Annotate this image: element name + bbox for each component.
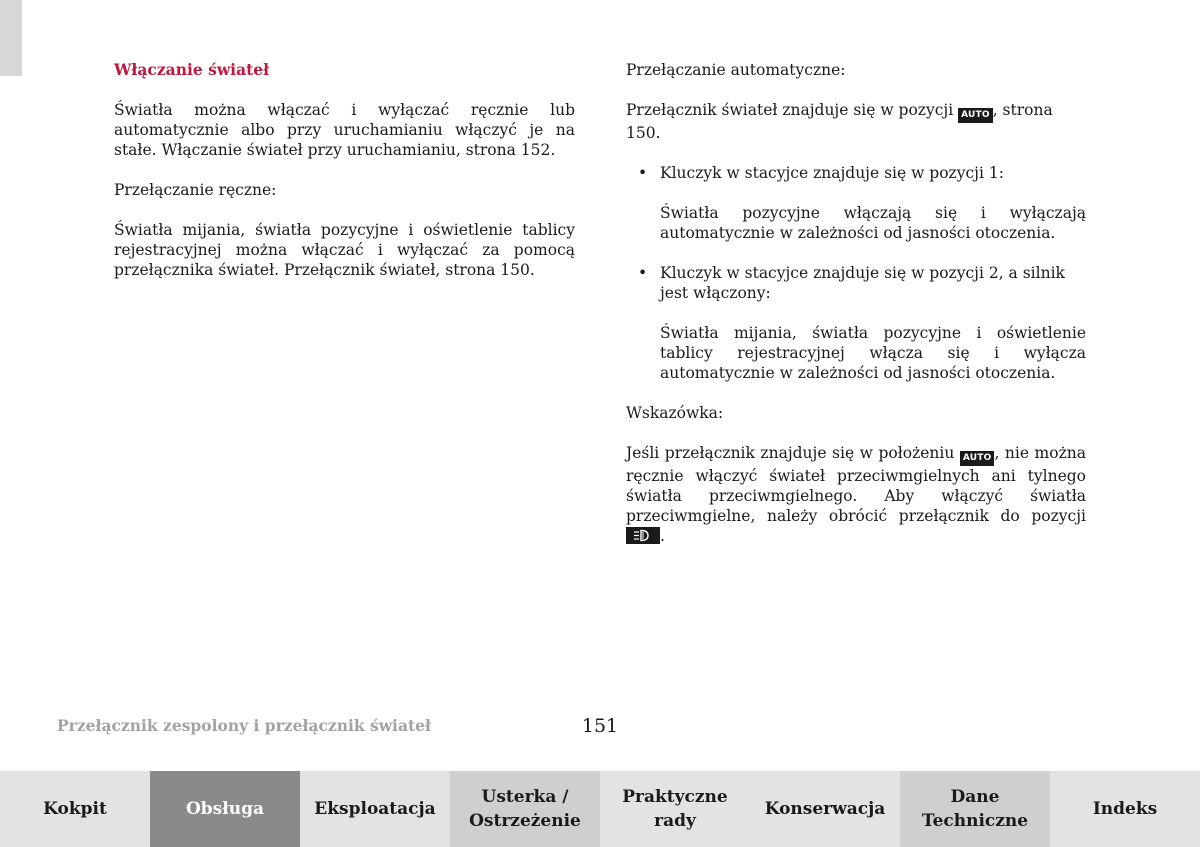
- bullet-icon: •: [638, 264, 648, 282]
- tab-usterka-ostrzezenie[interactable]: Usterka / Ostrzeżenie: [450, 771, 600, 847]
- bullet-text: Kluczyk w stacyjce znajduje się w pozycji 1:: [660, 164, 1004, 182]
- paragraph-manual-label: Przełączanie ręczne:: [114, 181, 277, 199]
- bullet-subtext: Światła mijania, światła pozycyjne i oświetlenie tablicy rejestracyjnej włącza się i wyłącza automatycznie w zależności od jasności otoczenia.: [660, 324, 1086, 382]
- tab-konserwacja[interactable]: Konserwacja: [750, 771, 900, 847]
- tab-dane-techniczne[interactable]: Dane Techniczne: [900, 771, 1050, 847]
- note-label: Wskazówka:: [626, 404, 724, 422]
- list-item: [626, 263, 1086, 303]
- note-text-end: .: [660, 527, 665, 545]
- fog-light-switch-icon: [626, 527, 660, 544]
- section-footer-title: Przełącznik zespolony i przełącznik świateł: [57, 716, 431, 735]
- chapter-navigation: [0, 771, 1200, 847]
- note-text-middle: , nie można ręcznie włączyć świateł przeciwmgielnych ani tylnego światła przeciwmgielnego. Aby włączyć światła przeciwmgielne, należy obrócić przełącznik do pozycji: [626, 444, 1086, 525]
- tab-obsluga[interactable]: Obsługa: [150, 771, 300, 847]
- note-text: [626, 443, 1086, 546]
- thumb-index-marker: [0, 0, 22, 76]
- bullet-subtext: Światła pozycyjne włączają się i wyłączają automatycznie w zależności od jasności otoczenia.: [660, 204, 1086, 242]
- tab-eksploatacja[interactable]: Eksploatacja: [300, 771, 450, 847]
- paragraph-auto-position: [626, 100, 1086, 143]
- page-number: 151: [581, 715, 619, 737]
- auto-light-switch-icon: AUTO: [960, 451, 995, 466]
- auto-light-switch-icon: AUTO: [958, 108, 993, 123]
- list-item: [626, 163, 1086, 183]
- left-column: [114, 60, 575, 300]
- auto-position-text: Przełącznik świateł znajduje się w pozycji: [626, 101, 959, 119]
- right-column: [626, 60, 1086, 566]
- paragraph-manual-text: Światła mijania, światła pozycyjne i oświetlenie tablicy rejestracyjnej można włączać i wyłączać za pomocą przełącznika świateł. Przełącznik świateł, strona 150.: [114, 221, 575, 279]
- section-heading: Włączanie świateł: [114, 60, 270, 79]
- tab-kokpit[interactable]: Kokpit: [0, 771, 150, 847]
- paragraph-intro: Światła można włączać i wyłączać ręcznie lub automatycznie albo przy uruchamianiu włączyć je na stałe. Włączanie świateł przy uruchamianiu, strona 152.: [114, 101, 575, 159]
- note-text-start: Jeśli przełącznik znajduje się w położeniu: [626, 444, 960, 462]
- bullet-icon: •: [638, 164, 648, 182]
- paragraph-auto-label: Przełączanie automatyczne:: [626, 61, 846, 79]
- auto-position-text-end: , strona 150.: [626, 101, 1053, 142]
- bullet-text: Kluczyk w stacyjce znajduje się w pozycji 2, a silnik jest włączony:: [660, 264, 1065, 302]
- tab-praktyczne-rady[interactable]: Praktyczne rady: [600, 771, 750, 847]
- tab-indeks[interactable]: Indeks: [1050, 771, 1200, 847]
